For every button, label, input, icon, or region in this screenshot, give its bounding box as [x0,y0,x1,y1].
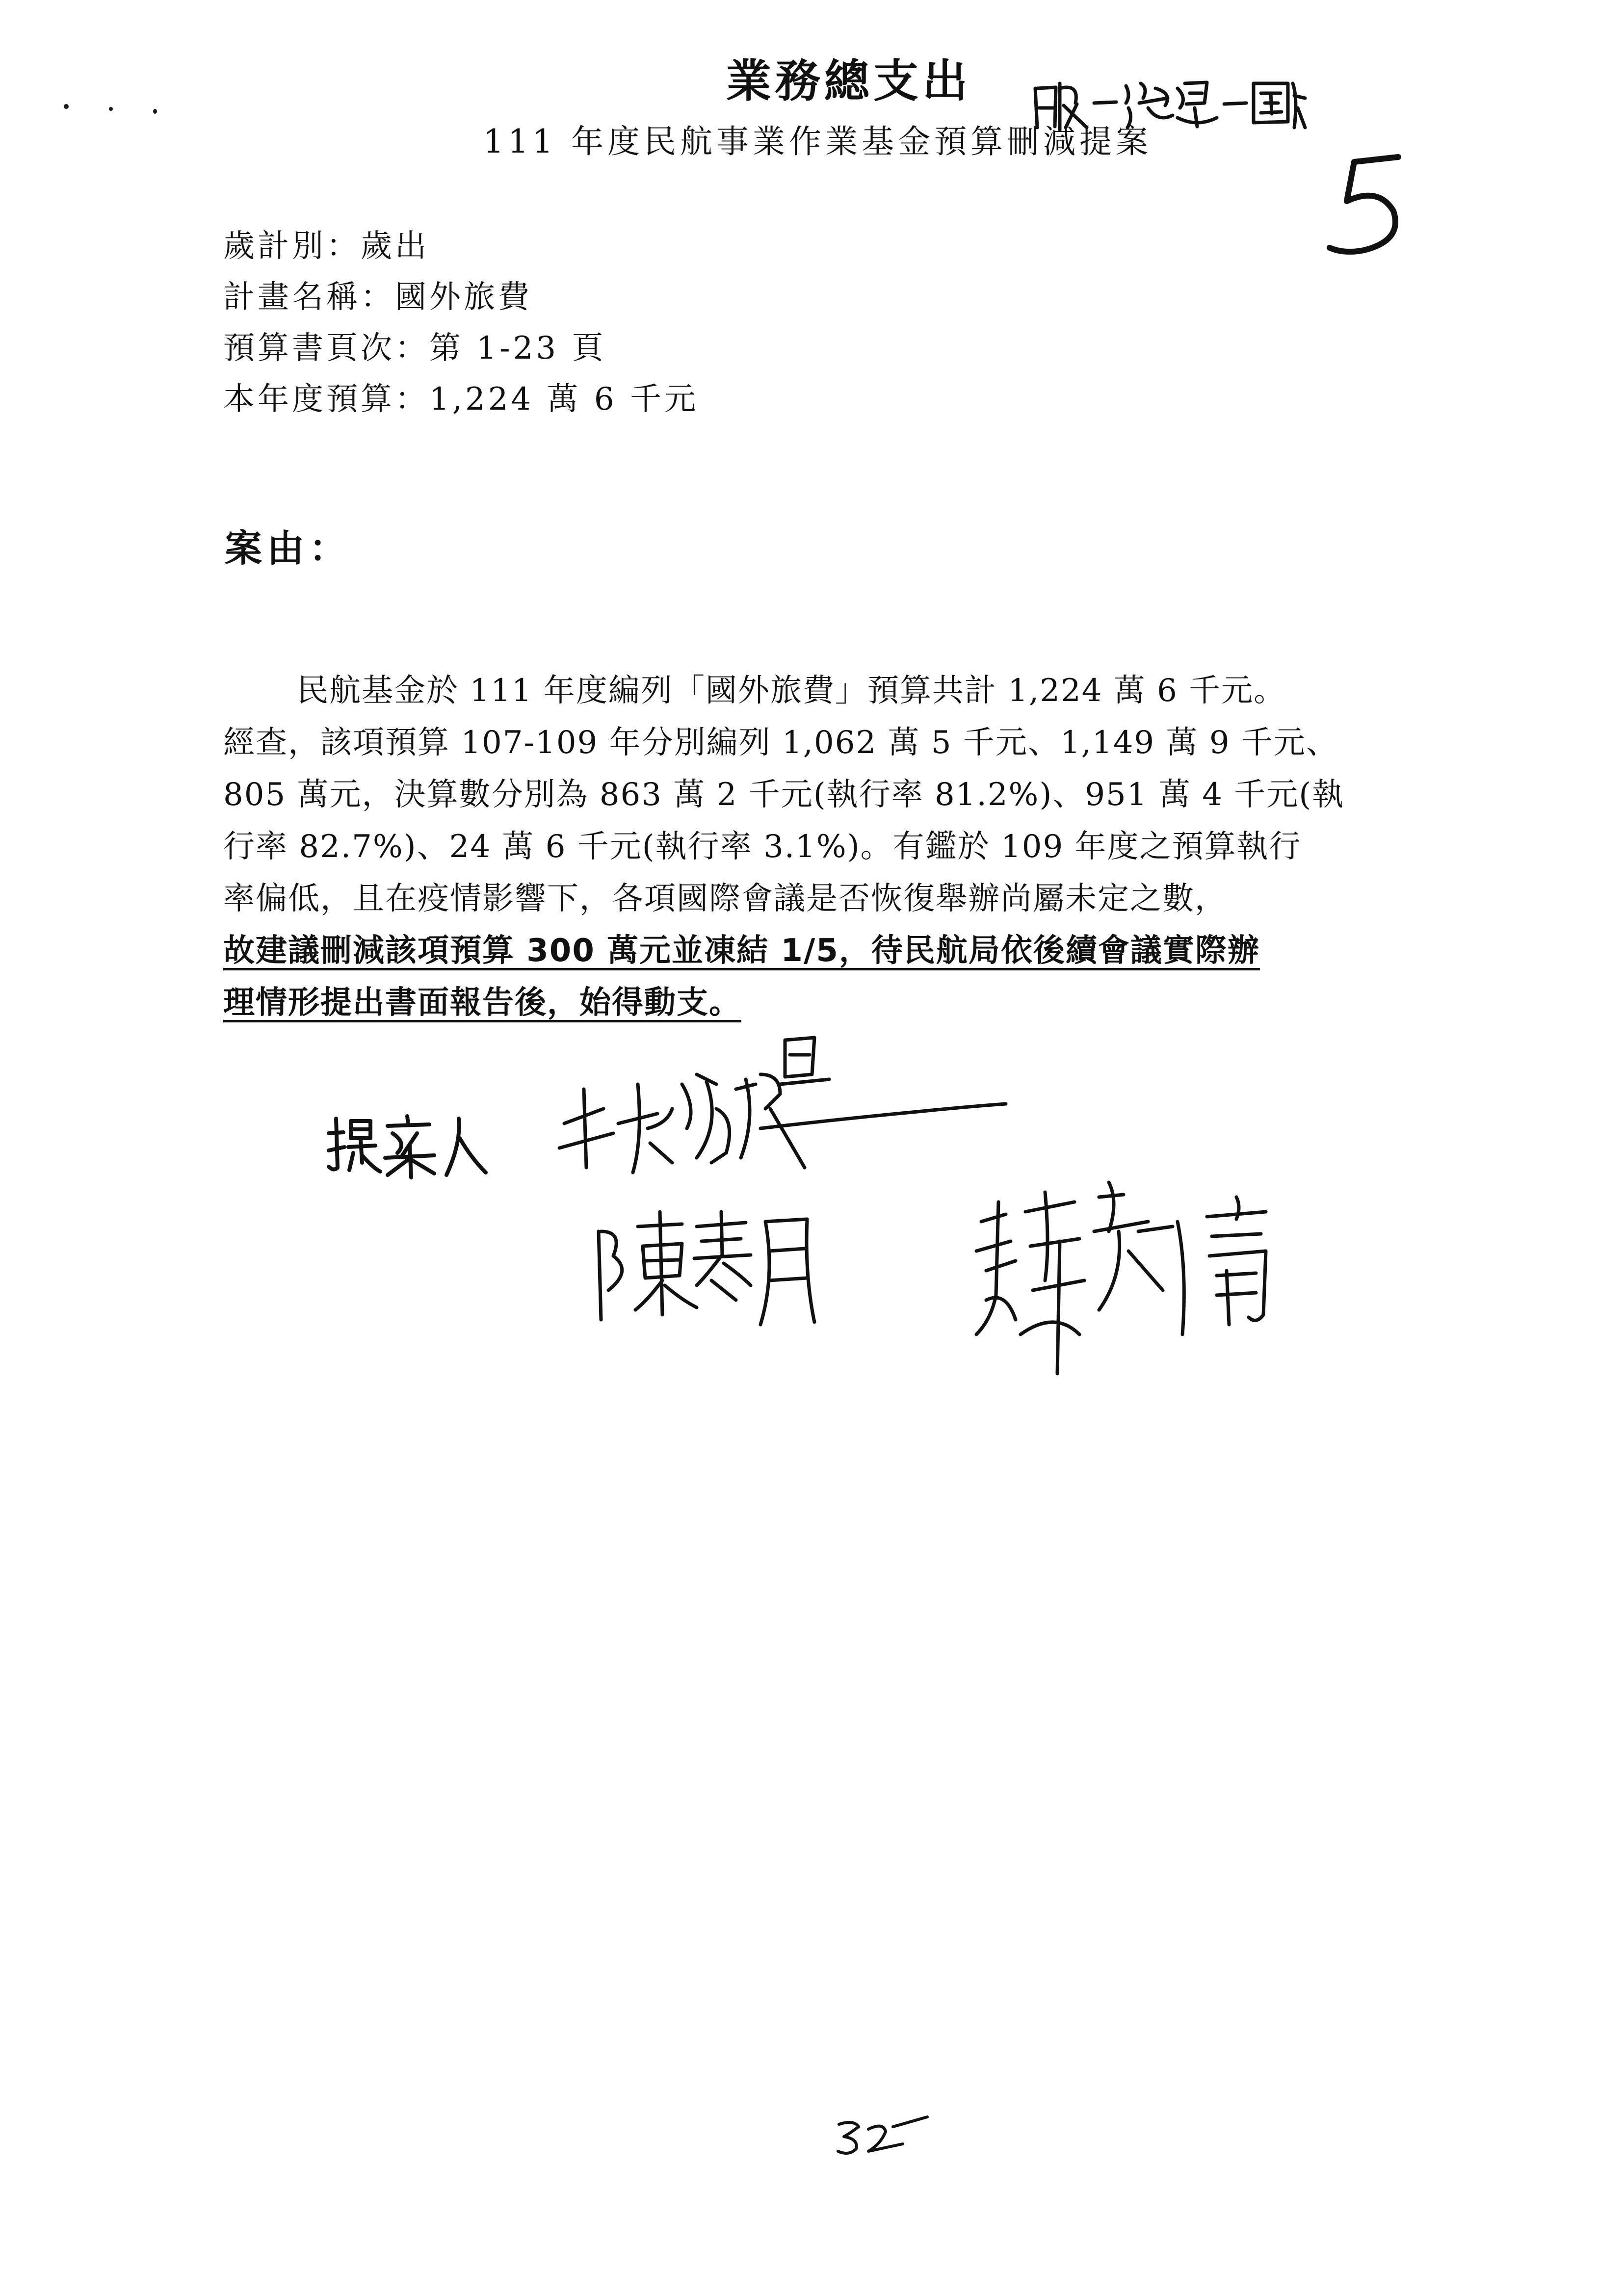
case-body [223,665,1420,1029]
metadata-block [223,221,1057,425]
body-line: 率偏低，且在疫情影響下，各項國際會議是否恢復舉辦尚屬未定之數， [223,881,1227,917]
scan-speck [153,109,157,114]
emphasis-line: 故建議刪減該項預算 300 萬元並凍結 1/5，待民航局依後續會議實際辦 [223,933,1260,969]
scan-speck [64,104,69,109]
scan-speck [109,107,113,111]
body-line: 經查，該項預算 107-109 年分別編列 1,062 萬 5 千元、1,149 萬 9 千元、 [223,725,1338,761]
document-title: 業務總支出 [726,55,972,107]
meta-page-reference: 預算書頁次：第 1-23 頁 [223,330,606,366]
handwritten-number-5 [1325,147,1413,265]
handwritten-page-mark [834,2110,932,2164]
body-line: 行率 82.7%)、24 萬 6 千元(執行率 3.1%)。有鑑於 109 年度之預算執行 [223,829,1302,865]
proposer-signature-2 [589,1202,819,1330]
handwritten-proposer-label [324,1109,491,1182]
case-heading: 案由： [225,526,351,570]
meta-annual-budget: 本年度預算：1,224 萬 6 千元 [223,381,699,417]
body-line: 民航基金於 111 年度編列「國外旅費」預算共計 1,224 萬 6 千元。 [297,673,1286,709]
document-subtitle: 111 年度民航事業作業基金預算刪減提案 [483,123,1152,160]
emphasis-line: 理情形提出書面報告後，始得動支。 [223,985,741,1021]
meta-budget-category: 歲計別：歲出 [223,228,429,264]
emphasis-line-wrap [223,925,1420,977]
handwritten-corner-note [1030,69,1305,142]
meta-plan-name: 計畫名稱：國外旅費 [223,279,532,315]
proposer-signature-3 [962,1173,1315,1379]
proposer-signature-1 [550,1011,1011,1173]
body-line: 805 萬元，決算數分別為 863 萬 2 千元(執行率 81.2%)、951 萬 4 千元(執 [223,777,1345,813]
